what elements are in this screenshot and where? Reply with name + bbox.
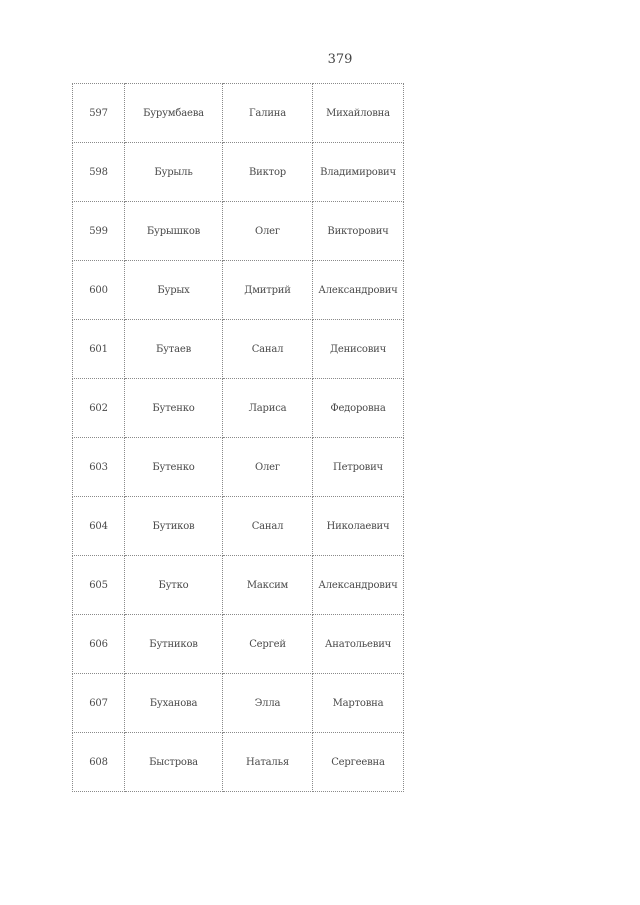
table-row (73, 556, 404, 615)
first-name-cell: Галина (223, 84, 313, 143)
surname-cell: Бурых (125, 261, 223, 320)
surname-cell: Бурышков (125, 202, 223, 261)
patronymic-cell: Александрович (313, 261, 404, 320)
row-number: 605 (73, 556, 125, 615)
table-row (73, 733, 404, 792)
table-row (73, 143, 404, 202)
first-name-cell: Наталья (223, 733, 313, 792)
row-number: 602 (73, 379, 125, 438)
patronymic-cell: Викторович (313, 202, 404, 261)
table-row (73, 261, 404, 320)
patronymic-cell: Александрович (313, 556, 404, 615)
roster-table (72, 83, 404, 792)
patronymic-cell: Федоровна (313, 379, 404, 438)
row-number: 604 (73, 497, 125, 556)
surname-cell: Бутенко (125, 379, 223, 438)
first-name-cell: Олег (223, 202, 313, 261)
patronymic-cell: Петрович (313, 438, 404, 497)
first-name-cell: Олег (223, 438, 313, 497)
surname-cell: Бутко (125, 556, 223, 615)
table-row (73, 438, 404, 497)
surname-cell: Бутаев (125, 320, 223, 379)
table-row (73, 674, 404, 733)
row-number: 597 (73, 84, 125, 143)
surname-cell: Бурумбаева (125, 84, 223, 143)
row-number: 600 (73, 261, 125, 320)
surname-cell: Бутенко (125, 438, 223, 497)
row-number: 599 (73, 202, 125, 261)
patronymic-cell: Николаевич (313, 497, 404, 556)
first-name-cell: Элла (223, 674, 313, 733)
surname-cell: Буханова (125, 674, 223, 733)
row-number: 603 (73, 438, 125, 497)
patronymic-cell: Владимирович (313, 143, 404, 202)
table-row (73, 84, 404, 143)
first-name-cell: Сергей (223, 615, 313, 674)
patronymic-cell: Михайловна (313, 84, 404, 143)
first-name-cell: Санал (223, 320, 313, 379)
row-number: 601 (73, 320, 125, 379)
first-name-cell: Максим (223, 556, 313, 615)
first-name-cell: Лариса (223, 379, 313, 438)
surname-cell: Быстрова (125, 733, 223, 792)
page-number: 379 (327, 52, 353, 67)
row-number: 607 (73, 674, 125, 733)
table-row (73, 320, 404, 379)
first-name-cell: Санал (223, 497, 313, 556)
table-row (73, 615, 404, 674)
surname-cell: Бурыль (125, 143, 223, 202)
table-row (73, 379, 404, 438)
first-name-cell: Виктор (223, 143, 313, 202)
table-row (73, 497, 404, 556)
row-number: 598 (73, 143, 125, 202)
patronymic-cell: Мартовна (313, 674, 404, 733)
table-row (73, 202, 404, 261)
patronymic-cell: Анатольевич (313, 615, 404, 674)
row-number: 608 (73, 733, 125, 792)
first-name-cell: Дмитрий (223, 261, 313, 320)
surname-cell: Бутников (125, 615, 223, 674)
row-number: 606 (73, 615, 125, 674)
surname-cell: Бутиков (125, 497, 223, 556)
patronymic-cell: Сергеевна (313, 733, 404, 792)
patronymic-cell: Денисович (313, 320, 404, 379)
